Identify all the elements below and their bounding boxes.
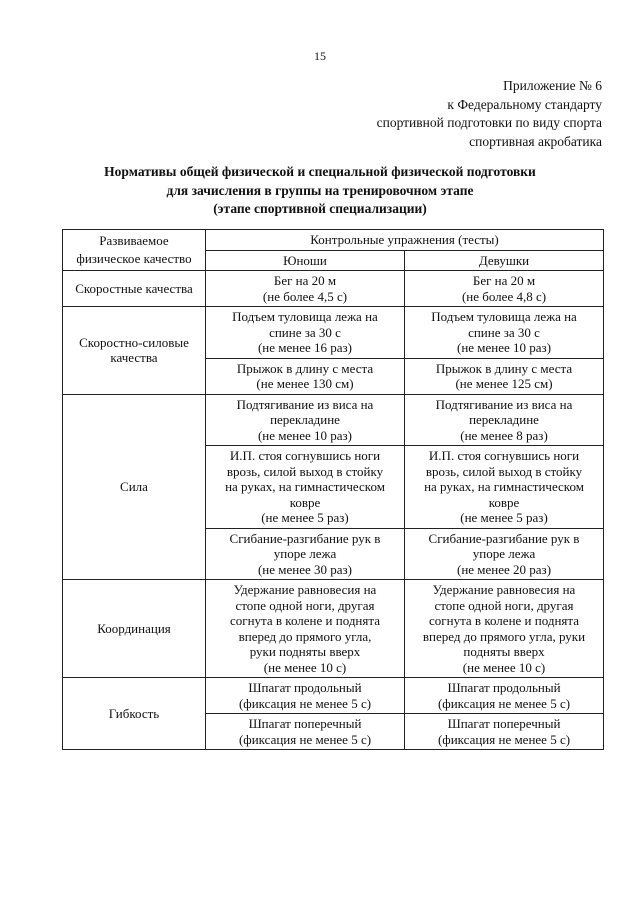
boys-norm-cell: И.П. стоя согнувшись ноги врозь, силой выход в стойку на руках, на гимнастическом ковре (не менее 5 раз)	[206, 446, 405, 529]
title-line: Нормативы общей физической и специальной физической подготовки	[104, 164, 536, 179]
title-line: для зачисления в группы на тренировочном этапе	[166, 182, 474, 198]
boys-norm-cell: Шпагат поперечный (фиксация не менее 5 с)	[206, 714, 405, 750]
boys-norm-cell: Сгибание-разгибание рук в упоре лежа (не менее 30 раз)	[206, 528, 405, 580]
girls-norm-cell: Удержание равновесия на стопе одной ноги, другая согнута в колене и поднята вперед до прямого угла, руки подняты вверх (не менее 10 с)	[405, 580, 604, 678]
appendix-line: спортивная акробатика	[469, 133, 602, 149]
boys-norm-cell: Прыжок в длину с места (не менее 130 см)	[206, 358, 405, 394]
quality-cell: Гибкость	[63, 678, 206, 750]
table-header-row	[63, 230, 604, 251]
boys-norm-cell: Бег на 20 м (не более 4,5 с)	[206, 271, 405, 307]
table-row	[63, 271, 604, 307]
girls-norm-cell: Шпагат поперечный (фиксация не менее 5 с)	[405, 714, 604, 750]
header-boys: Юноши	[206, 250, 405, 271]
appendix-line: Приложение № 6	[503, 78, 602, 93]
header-tests: Контрольные упражнения (тесты)	[206, 230, 604, 251]
header-girls: Девушки	[405, 250, 604, 271]
table-row	[63, 678, 604, 714]
girls-norm-cell: Подтягивание из виса на перекладине (не менее 8 раз)	[405, 394, 604, 446]
quality-cell: Скоростные качества	[63, 271, 206, 307]
girls-norm-cell: Сгибание-разгибание рук в упоре лежа (не менее 20 раз)	[405, 528, 604, 580]
quality-cell: Сила	[63, 394, 206, 580]
document-title	[0, 163, 640, 219]
girls-norm-cell: Бег на 20 м (не более 4,8 с)	[405, 271, 604, 307]
girls-norm-cell: Шпагат продольный (фиксация не менее 5 с)	[405, 678, 604, 714]
table-row	[63, 394, 604, 446]
girls-norm-cell: Прыжок в длину с места (не менее 125 см)	[405, 358, 604, 394]
page-number: 15	[314, 49, 326, 63]
header-quality: Развиваемое физическое качество	[63, 230, 206, 271]
appendix-line: спортивной подготовки по виду спорта	[376, 115, 602, 130]
boys-norm-cell: Удержание равновесия на стопе одной ноги, другая согнута в колене и поднята вперед до прямого угла, руки подняты вверх (не менее 10 с)	[206, 580, 405, 678]
table-row	[63, 580, 604, 678]
standards-table	[62, 229, 604, 750]
boys-norm-cell: Подъем туловища лежа на спине за 30 с (не менее 16 раз)	[206, 307, 405, 359]
table-row	[63, 307, 604, 359]
boys-norm-cell: Шпагат продольный (фиксация не менее 5 с)	[206, 678, 405, 714]
boys-norm-cell: Подтягивание из виса на перекладине (не менее 10 раз)	[206, 394, 405, 446]
appendix-reference	[377, 77, 602, 151]
girls-norm-cell: И.П. стоя согнувшись ноги врозь, силой выход в стойку на руках, на гимнастическом ковре (не менее 5 раз)	[405, 446, 604, 529]
title-line: (этапе спортивной специализации)	[213, 201, 427, 216]
girls-norm-cell: Подъем туловища лежа на спине за 30 с (не менее 10 раз)	[405, 307, 604, 359]
quality-cell: Координация	[63, 580, 206, 678]
appendix-line: к Федеральному стандарту	[447, 96, 602, 112]
quality-cell: Скоростно-силовые качества	[63, 307, 206, 395]
